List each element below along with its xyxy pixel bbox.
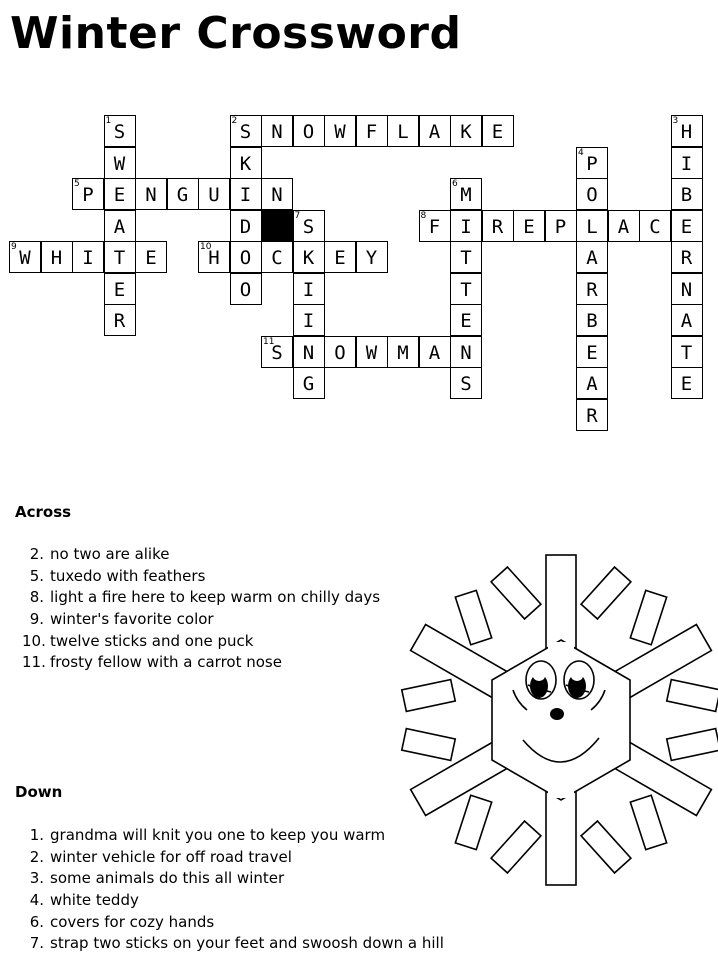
grid-cell [230, 273, 262, 305]
grid-cell [671, 178, 703, 210]
cell-letter: H [680, 121, 693, 143]
grid-cell [72, 241, 104, 273]
clue-item-text: grandma will knit you one to keep you warm [50, 826, 386, 844]
cell-letter: E [680, 215, 693, 238]
clue-item-text: winter's favorite color [50, 610, 214, 629]
cell-letter: I [302, 278, 315, 301]
cell-letter: I [239, 184, 252, 206]
grid-cell [450, 115, 482, 147]
clue-number: 1 [105, 116, 112, 126]
grid-cell [104, 147, 136, 179]
clue-number: 8 [420, 210, 427, 221]
grid-cell [230, 147, 262, 179]
clue-item-text: white teddy [50, 891, 139, 910]
grid-cell [356, 115, 388, 147]
down-heading: Down [15, 783, 63, 801]
cell-letter: E [491, 121, 504, 143]
clue-item-number: 8. [29, 588, 44, 607]
snowflake-face-icon [400, 548, 718, 893]
grid-cell [576, 367, 608, 399]
clue-number: 2 [231, 116, 238, 126]
cell-letter: K [302, 247, 315, 269]
cell-letter: O [239, 247, 252, 269]
grid-cell [482, 115, 514, 147]
cell-letter: K [460, 121, 472, 143]
grid-cell [293, 210, 325, 242]
grid-cell [482, 210, 514, 242]
clue-number: 4 [578, 147, 584, 158]
cell-letter: O [334, 341, 346, 364]
grid-cell [671, 115, 703, 147]
clue-item-text: winter vehicle for off road travel [50, 847, 292, 866]
grid-cell [230, 178, 262, 210]
clue-item [22, 868, 444, 890]
cell-letter: O [302, 121, 315, 143]
grid-cell [104, 115, 136, 147]
cell-letter: S [239, 121, 252, 143]
grid-cell [419, 210, 451, 242]
cell-letter: A [428, 121, 441, 143]
cell-letter: W [19, 247, 31, 269]
grid-cell [72, 178, 104, 210]
cell-letter: B [586, 310, 598, 332]
cell-letter: S [271, 341, 283, 364]
clue-item-number: 6. [29, 912, 44, 931]
grid-cell [293, 241, 325, 273]
cell-letter: Y [365, 247, 378, 269]
grid-cell [576, 399, 608, 431]
page-title: Winter Crossword [10, 8, 462, 59]
grid-cell [387, 115, 419, 147]
grid-cell [450, 178, 482, 210]
grid-cell [356, 336, 388, 368]
grid-cell [324, 241, 356, 273]
clue-item-number: 1. [29, 826, 44, 844]
cell-letter: R [680, 247, 693, 269]
grid-cell [293, 304, 325, 336]
cell-letter: I [82, 247, 94, 269]
grid-cell [293, 367, 325, 399]
cell-letter: O [586, 184, 598, 206]
grid-cell [576, 147, 608, 179]
clue-item [22, 847, 444, 869]
grid-cell [104, 304, 136, 336]
across-clue-list [22, 544, 380, 674]
cell-letter: H [50, 247, 63, 269]
grid-cell [545, 210, 577, 242]
grid-cell [230, 241, 262, 273]
clue-item-number: 2. [29, 545, 44, 563]
cell-letter: T [460, 247, 472, 269]
grid-cell [576, 178, 608, 210]
grid-cell [324, 336, 356, 368]
cell-letter: M [397, 341, 409, 364]
cell-letter: I [680, 152, 693, 175]
grid-cell [261, 241, 293, 273]
cell-letter: N [460, 341, 472, 364]
cell-letter: S [113, 121, 126, 143]
clue-item-number: 11. [22, 653, 46, 672]
clue-item [22, 587, 380, 609]
cell-letter: T [680, 341, 693, 364]
grid-cell [671, 304, 703, 336]
clue-number: 9 [11, 242, 17, 252]
cell-letter: F [365, 121, 378, 143]
cell-letter: H [208, 247, 220, 269]
grid-cell [513, 210, 545, 242]
cell-letter: P [554, 215, 567, 238]
cell-letter: E [460, 310, 472, 332]
cell-letter: E [523, 215, 535, 238]
clue-item [22, 566, 380, 588]
clue-item-text: covers for cozy hands [50, 912, 215, 931]
clue-item [22, 609, 380, 631]
cell-letter: S [460, 373, 472, 395]
cell-letter: T [460, 278, 472, 301]
cell-letter: W [365, 341, 378, 364]
cell-letter: S [302, 215, 315, 238]
grid-cell [104, 241, 136, 273]
grid-cell [167, 178, 199, 210]
clue-number: 6 [452, 179, 458, 189]
cell-letter: N [680, 278, 693, 301]
clue-item-text: frosty fellow with a carrot nose [50, 653, 282, 672]
cell-letter: E [680, 373, 693, 395]
grid-cell [104, 178, 136, 210]
clue-item-text: strap two sticks on your feet and swoosh down a hill [50, 934, 444, 953]
cell-letter: A [586, 247, 598, 269]
clue-item-number: 5. [29, 566, 44, 585]
cell-letter: D [239, 215, 252, 238]
grid-cell [671, 336, 703, 368]
cell-letter: N [271, 184, 283, 206]
grid-cell [671, 147, 703, 179]
grid-cell [450, 241, 482, 273]
grid-cell [576, 336, 608, 368]
clue-item-text: some animals do this all winter [50, 869, 285, 888]
cell-letter: U [208, 184, 220, 206]
cell-letter: N [271, 121, 283, 143]
cell-letter: A [113, 215, 126, 238]
cell-letter: L [586, 215, 598, 238]
cell-letter: E [145, 247, 157, 269]
cell-letter: A [586, 373, 598, 395]
clue-number: 11 [263, 336, 275, 347]
grid-cell [356, 241, 388, 273]
grid-cell [639, 210, 671, 242]
grid-cell [293, 336, 325, 368]
grid-cell [576, 304, 608, 336]
clue-item-number: 9. [29, 610, 44, 629]
cell-letter: A [680, 310, 693, 332]
grid-cell [450, 273, 482, 305]
clue-item [22, 652, 380, 674]
cell-letter: I [460, 215, 472, 238]
clue-item [22, 544, 380, 566]
cell-letter: G [302, 373, 315, 395]
cell-letter: E [113, 184, 126, 206]
clue-number: 7 [294, 210, 301, 221]
cell-letter: R [113, 310, 126, 332]
cell-letter: P [586, 152, 598, 175]
grid-cell [608, 210, 640, 242]
grid-cell [450, 336, 482, 368]
grid-cell [419, 336, 451, 368]
clue-item [22, 933, 444, 955]
grid-cell [576, 210, 608, 242]
grid-block [261, 210, 293, 242]
clue-number: 5 [74, 179, 80, 189]
grid-cell [9, 241, 41, 273]
cell-letter: F [428, 215, 441, 238]
cell-letter: E [586, 341, 598, 364]
grid-cell [261, 178, 293, 210]
clue-item-number: 3. [29, 869, 44, 888]
grid-cell [671, 273, 703, 305]
cell-letter: C [649, 215, 661, 238]
grid-cell [450, 367, 482, 399]
clue-item [22, 631, 380, 653]
grid-cell [230, 115, 262, 147]
grid-cell [450, 304, 482, 336]
grid-cell [671, 241, 703, 273]
cell-letter: R [586, 404, 598, 427]
grid-cell [293, 115, 325, 147]
crossword-grid [0, 0, 718, 460]
grid-cell [198, 241, 230, 273]
grid-cell [104, 210, 136, 242]
clue-item-number: 7. [29, 934, 44, 953]
cell-letter: T [113, 247, 126, 269]
cell-letter: P [82, 184, 94, 206]
clue-item-text: tuxedo with feathers [50, 566, 206, 585]
clue-item [22, 825, 444, 847]
grid-cell [135, 241, 167, 273]
cell-letter: B [680, 184, 693, 206]
grid-cell [419, 115, 451, 147]
grid-cell [198, 178, 230, 210]
grid-cell [671, 210, 703, 242]
cell-letter: O [239, 278, 252, 301]
cell-letter: A [428, 341, 441, 364]
cell-letter: W [334, 121, 346, 143]
cell-letter: A [617, 215, 630, 238]
grid-cell [261, 115, 293, 147]
across-heading: Across [15, 503, 72, 521]
cell-letter: E [113, 278, 126, 301]
grid-cell [576, 273, 608, 305]
grid-cell [261, 336, 293, 368]
grid-cell [324, 115, 356, 147]
cell-letter: I [302, 310, 315, 332]
grid-cell [104, 273, 136, 305]
grid-cell [671, 367, 703, 399]
grid-cell [230, 210, 262, 242]
clue-item [22, 890, 444, 912]
clue-item-text: light a fire here to keep warm on chilly days [50, 588, 381, 607]
clue-number: 10 [200, 242, 212, 252]
down-clue-list [22, 825, 444, 955]
grid-cell [293, 273, 325, 305]
cell-letter: R [586, 278, 598, 301]
cell-letter: C [271, 247, 283, 269]
grid-cell [450, 210, 482, 242]
cell-letter: N [302, 341, 315, 364]
clue-item-number: 4. [29, 891, 44, 910]
clue-item-text: twelve sticks and one puck [50, 631, 254, 650]
cell-letter: E [334, 247, 346, 269]
cell-letter: W [113, 152, 126, 175]
grid-cell [135, 178, 167, 210]
grid-cell [41, 241, 73, 273]
clue-number: 3 [672, 116, 679, 126]
cell-letter: M [460, 184, 472, 206]
cell-letter: N [145, 184, 157, 206]
clue-item-number: 10. [22, 631, 46, 650]
cell-letter: L [397, 121, 409, 143]
clue-item [22, 912, 444, 934]
cell-letter: R [491, 215, 504, 238]
clue-item-text: no two are alike [50, 545, 170, 563]
grid-cell [576, 241, 608, 273]
cell-letter: G [176, 184, 189, 206]
clue-item-number: 2. [29, 847, 44, 866]
grid-cell [387, 336, 419, 368]
cell-letter: K [239, 152, 252, 175]
